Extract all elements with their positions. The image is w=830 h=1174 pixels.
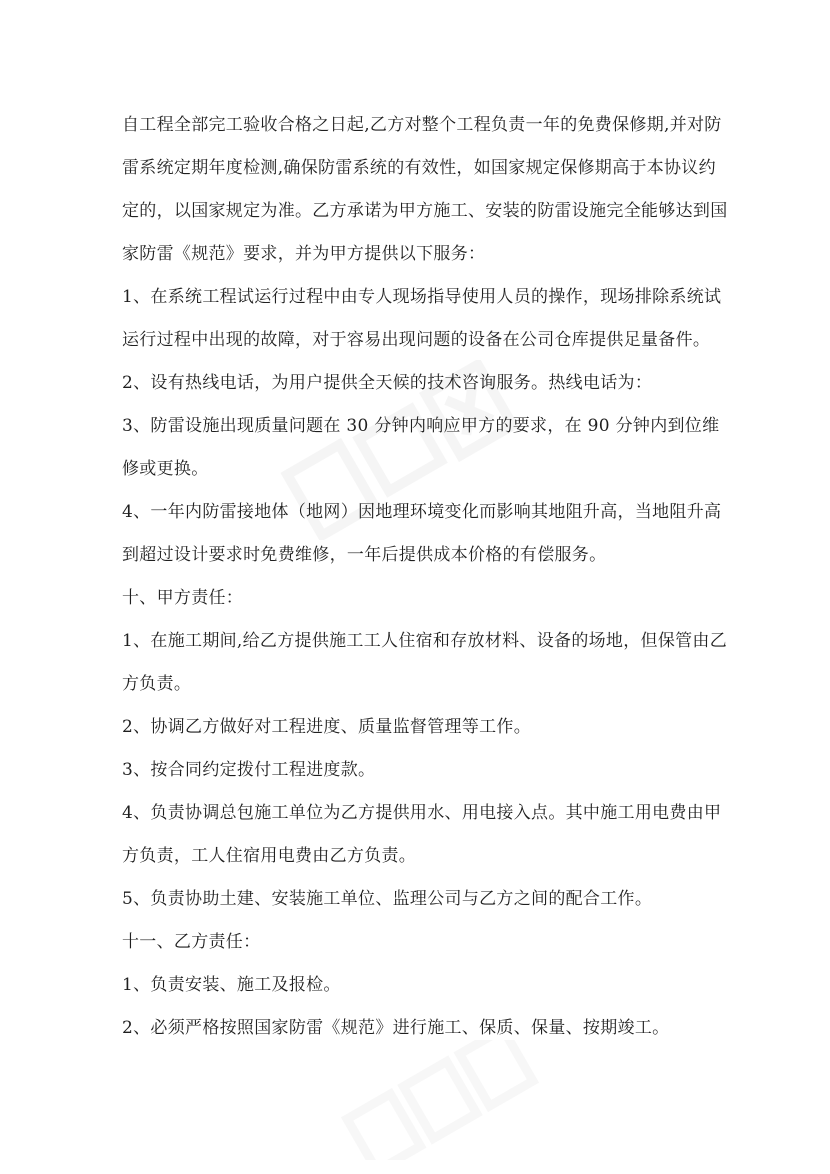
section-heading-party-a: 十、甲方责任： [122, 588, 244, 608]
paragraph-party-b-2: 2、必须严格按照国家防雷《规范》进行施工、保质、保量、按期竣工。 [122, 1018, 670, 1038]
paragraph-party-a-4: 4、负责协调总包施工单位为乙方提供用水、用电接入点。其中施工用电费由甲方负责，工人住宿用电费由乙方负责。 [122, 803, 722, 866]
paragraph-service-1: 1、在系统工程试运行过程中由专人现场指导使用人员的操作，现场排除系统试运行过程中出现的故障，对于容易出现问题的设备在公司仓库提供足量备件。 [122, 287, 722, 350]
paragraph-party-b-1: 1、负责安装、施工及报检。 [122, 975, 341, 995]
section-heading-party-b: 十一、乙方责任： [122, 932, 261, 952]
paragraph-party-a-3: 3、按合同约定拨付工程进度款。 [122, 760, 376, 780]
paragraph-party-a-1: 1、在施工期间,给乙方提供施工工人住宿和存放材料、设备的场地，但保管由乙方负责。 [122, 631, 728, 694]
paragraph-party-a-5: 5、负责协助土建、安装施工单位、监理公司与乙方之间的配合工作。 [122, 889, 653, 909]
paragraph-service-4: 4、一年内防雷接地体（地网）因地理环境变化而影响其地阻升高，当地阻升高到超过设计要求时免费维修，一年后提供成本价格的有偿服务。 [122, 502, 722, 565]
document-body [122, 104, 728, 1050]
watermark-logo-bottom [330, 1040, 550, 1160]
paragraph-service-2: 2、设有热线电话，为用户提供全天候的技术咨询服务。热线电话为： [122, 373, 653, 393]
paragraph-service-3: 3、防雷设施出现质量问题在 30 分钟内响应甲方的要求，在 90 分钟内到位维修或更换。 [122, 416, 720, 479]
paragraph-warranty: 自工程全部完工验收合格之日起,乙方对整个工程负责一年的免费保修期,并对防雷系统定期年度检测,确保防雷系统的有效性，如国家规定保修期高于本协议约定的，以国家规定为准。乙方承诺为甲方施工、安装的防雷设施完全能够达到国家防雷《规范》要求，并为甲方提供以下服务： [122, 115, 728, 264]
paragraph-party-a-2: 2、协调乙方做好对工程进度、质量监督管理等工作。 [122, 717, 532, 737]
